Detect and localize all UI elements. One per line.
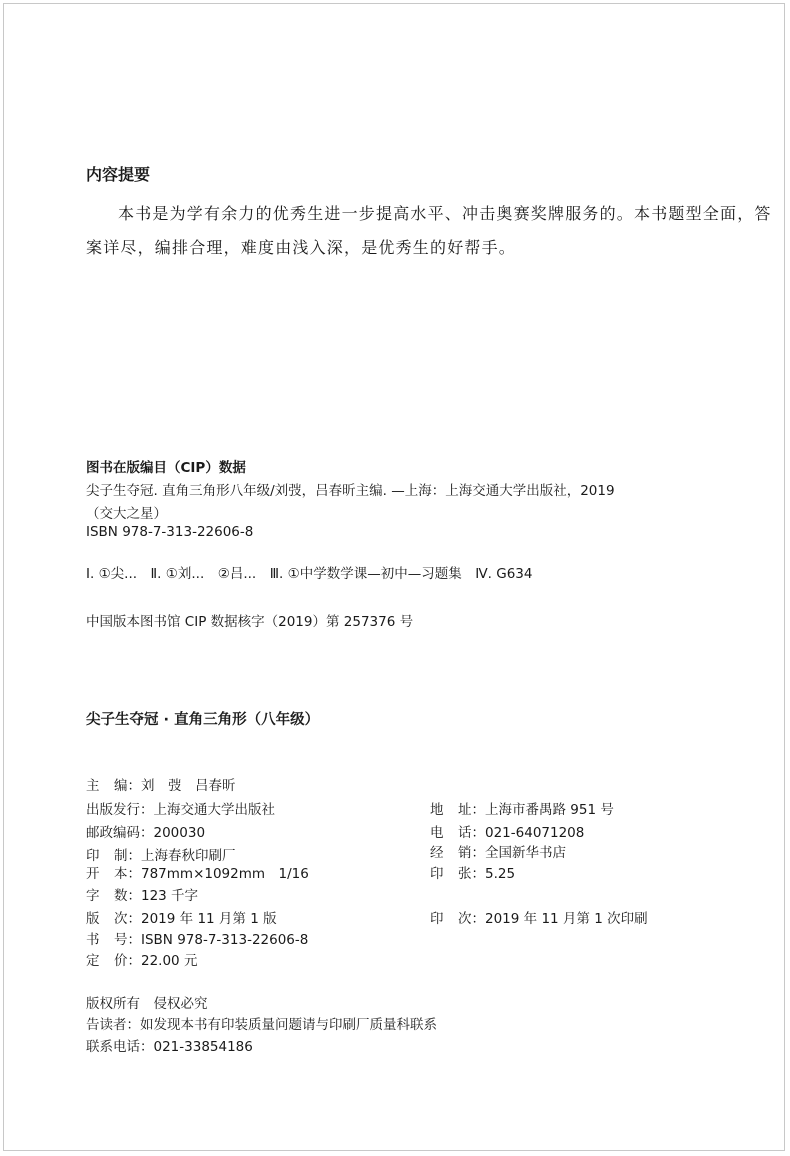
cip-line-1: 尖子生夺冠. 直角三角形八年级/刘弢，吕春昕主编. —上海：上海交通大学出版社，2019 (86, 483, 615, 499)
copyright-notice: 版权所有 侵权必究 (86, 996, 208, 1012)
cip-classification: Ⅰ. ①尖... Ⅱ. ①刘... ②吕... Ⅲ. ①中学数学课—初中—习题集 Ⅳ. G634 (86, 566, 533, 582)
summary-heading: 内容提要 (86, 165, 151, 184)
summary-paragraph: 本书是为学有余力的优秀生进一步提高水平、冲击奥赛奖牌服务的。本书题型全面，答案详尽，编排合理，难度由浅入深，是优秀生的好帮手。 (86, 204, 772, 257)
info-edition: 版 次：2019 年 11 月第 1 版 (86, 911, 277, 927)
info-phone: 电 话：021-64071208 (430, 825, 585, 841)
info-printer: 印 制：上海春秋印刷厂 (86, 848, 236, 864)
cip-isbn: ISBN 978-7-313-22606-8 (86, 524, 254, 540)
contact-phone: 联系电话：021-33854186 (86, 1039, 253, 1055)
cip-record: 中国版本图书馆 CIP 数据核字（2019）第 257376 号 (86, 614, 414, 630)
info-price: 定 价：22.00 元 (86, 953, 198, 969)
cip-heading: 图书在版编目（CIP）数据 (86, 460, 246, 476)
info-format: 开 本：787mm×1092mm 1/16 (86, 866, 309, 882)
info-sheets: 印 张：5.25 (430, 866, 516, 882)
info-editor: 主 编：刘 弢 吕春昕 (86, 778, 236, 794)
info-publisher: 出版发行：上海交通大学出版社 (86, 802, 275, 818)
info-distributor: 经 销：全国新华书店 (430, 845, 566, 861)
info-word-count: 字 数：123 千字 (86, 888, 199, 904)
info-address: 地 址：上海市番禺路 951 号 (430, 802, 614, 818)
info-postcode: 邮政编码：200030 (86, 825, 206, 841)
info-isbn: 书 号：ISBN 978-7-313-22606-8 (86, 932, 309, 948)
reader-notice: 告读者：如发现本书有印装质量问题请与印刷厂质量科联系 (86, 1017, 437, 1033)
cip-line-2: （交大之星） (86, 506, 167, 522)
book-title: 尖子生夺冠 · 直角三角形（八年级） (86, 712, 320, 728)
info-printing: 印 次：2019 年 11 月第 1 次印刷 (430, 911, 648, 927)
